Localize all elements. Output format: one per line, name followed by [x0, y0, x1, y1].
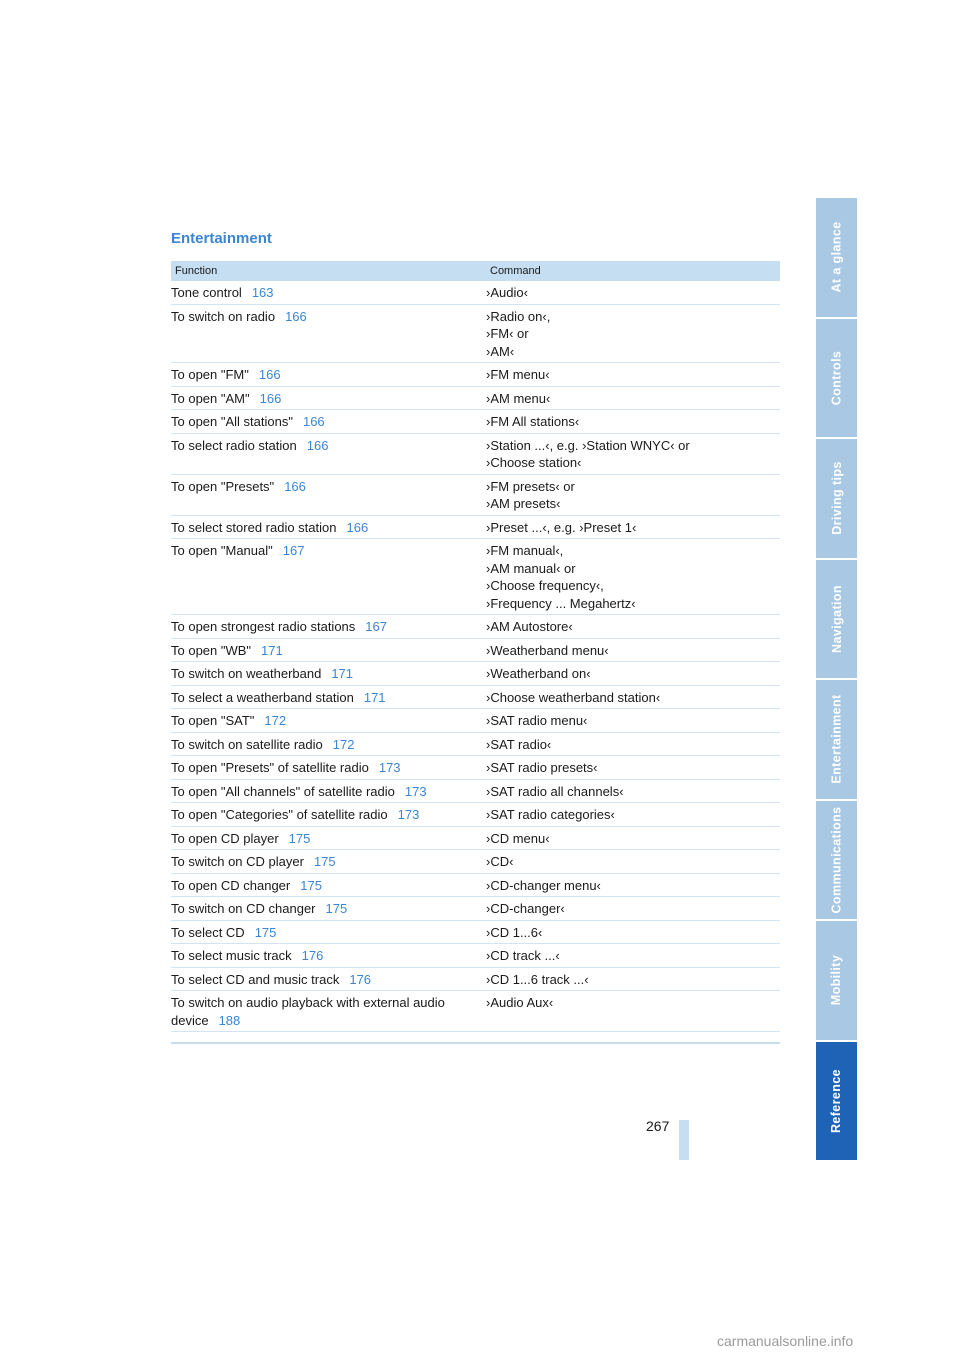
sidebar-tab-driving-tips[interactable] [816, 439, 857, 560]
function-text: To switch on satellite radio [171, 736, 323, 752]
command-text: ›CD 1...6‹ [486, 924, 543, 940]
table-row [171, 516, 780, 540]
table-end-rule [171, 1042, 780, 1044]
table-row [171, 944, 780, 968]
command-cell [486, 759, 780, 777]
function-cell [171, 994, 486, 1029]
command-cell [486, 642, 780, 660]
function-text: To open "FM" [171, 367, 249, 382]
function-cell [171, 736, 486, 754]
page-reference-link[interactable]: 173 [378, 760, 401, 775]
command-text: ›Station ...‹, e.g. ›Station WNYC‹ or [486, 437, 690, 453]
command-cell [486, 413, 780, 431]
command-text: ›AM manual‹ or [486, 560, 576, 576]
page-number: 267 [646, 1118, 670, 1134]
function-text: To open "All stations" [171, 414, 293, 429]
sidebar-tab-label: Mobility [829, 955, 844, 1006]
command-text: ›CD menu‹ [486, 830, 550, 846]
table-row [171, 991, 780, 1032]
command-cell [486, 994, 780, 1029]
function-text: To select stored radio station [171, 519, 337, 535]
section-title: Entertainment [171, 230, 272, 247]
command-cell [486, 519, 780, 537]
sidebar-tab-navigation[interactable] [816, 560, 857, 681]
command-cell [486, 665, 780, 683]
sidebar-tab-entertainment[interactable] [816, 680, 857, 801]
table-row [171, 387, 780, 411]
table-row [171, 803, 780, 827]
command-cell [486, 947, 780, 965]
command-text: ›Weatherband on‹ [486, 666, 591, 681]
function-text: To select music track [171, 948, 292, 963]
page-reference-link[interactable]: 173 [404, 783, 427, 799]
sidebar-tab-label: Driving tips [829, 461, 844, 536]
function-cell [171, 542, 486, 612]
function-text: Tone control [171, 285, 242, 300]
table-row [171, 850, 780, 874]
function-cell [171, 853, 486, 871]
command-text: ›CD‹ [486, 854, 514, 869]
function-text: To open "Presets" of satellite radio [171, 760, 369, 775]
table-row [171, 686, 780, 710]
table-row [171, 827, 780, 851]
command-cell [486, 618, 780, 636]
sidebar-tab-at-a-glance[interactable] [816, 198, 857, 319]
table-row [171, 281, 780, 305]
command-cell [486, 877, 780, 895]
chapter-sidebar [816, 198, 857, 1160]
table-row [171, 363, 780, 387]
command-cell [486, 783, 780, 801]
function-text: To open "SAT" [171, 713, 255, 728]
command-cell [486, 736, 780, 754]
page-reference-link[interactable]: 166 [258, 367, 281, 382]
table-row [171, 410, 780, 434]
command-text: ›Choose frequency‹, [486, 578, 604, 593]
function-cell [171, 947, 486, 965]
command-cell [486, 308, 780, 361]
page-reference-link[interactable]: 172 [264, 713, 287, 728]
function-cell [171, 478, 486, 513]
command-text: ›AM menu‹ [486, 390, 551, 406]
function-cell [171, 390, 486, 408]
table-row [171, 921, 780, 945]
function-text: To switch on audio playback with external audio device [171, 995, 445, 1028]
command-text: ›AM presets‹ [486, 496, 561, 511]
sidebar-tab-mobility[interactable] [816, 921, 857, 1042]
table-row [171, 305, 780, 364]
command-text: ›SAT radio all channels‹ [486, 783, 624, 799]
function-text: To switch on CD player [171, 854, 304, 869]
table-row [171, 639, 780, 663]
page-reference-link[interactable]: 171 [331, 666, 354, 681]
function-text: To open CD changer [171, 877, 291, 893]
table-row [171, 733, 780, 757]
function-text: To open "Presets" [171, 478, 275, 494]
function-text: To select radio station [171, 437, 297, 453]
table-row [171, 615, 780, 639]
command-text: ›SAT radio‹ [486, 736, 552, 752]
page-reference-link[interactable]: 176 [349, 971, 372, 987]
page-reference-link[interactable]: 171 [363, 689, 386, 705]
command-cell [486, 390, 780, 408]
function-cell [171, 924, 486, 942]
header-command: Command [490, 265, 541, 277]
command-text: ›Audio‹ [486, 285, 528, 300]
sidebar-tab-communications[interactable] [816, 801, 857, 922]
page-reference-link[interactable]: 166 [306, 437, 329, 453]
command-text: ›FM manual‹, [486, 543, 564, 558]
page-reference-link[interactable]: 166 [284, 478, 306, 494]
command-text: ›Frequency ... Megahertz‹ [486, 595, 636, 611]
command-cell [486, 478, 780, 513]
command-cell [486, 971, 780, 989]
command-cell [486, 806, 780, 824]
table-header [171, 261, 780, 281]
command-cell [486, 689, 780, 707]
function-text: To open strongest radio stations [171, 619, 356, 634]
page-reference-link[interactable]: 175 [313, 854, 336, 869]
function-text: To open "All channels" of satellite radio [171, 783, 395, 799]
command-cell [486, 900, 780, 918]
page-reference-link[interactable]: 163 [251, 285, 274, 300]
page-reference-link[interactable]: 167 [365, 619, 387, 634]
watermark: carmanualsonline.info [717, 1333, 854, 1349]
function-cell [171, 689, 486, 707]
function-cell [171, 759, 486, 777]
command-text: ›Weatherband menu‹ [486, 642, 609, 658]
page-reference-link[interactable]: 171 [261, 642, 283, 658]
function-cell [171, 308, 486, 361]
sidebar-tab-label: Communications [829, 806, 844, 914]
command-text: ›SAT radio presets‹ [486, 760, 598, 775]
page-reference-link[interactable]: 166 [259, 390, 282, 406]
page-reference-link[interactable]: 175 [325, 901, 348, 916]
command-cell [486, 542, 780, 612]
command-cell [486, 853, 780, 871]
sidebar-tab-label: Entertainment [829, 694, 844, 784]
table-row [171, 897, 780, 921]
command-text: ›Preset ...‹, e.g. ›Preset 1‹ [486, 519, 637, 535]
function-cell [171, 712, 486, 730]
table-body [171, 281, 780, 1032]
command-text: ›FM All stations‹ [486, 414, 580, 429]
function-text: To open CD player [171, 830, 279, 846]
command-cell [486, 284, 780, 302]
function-text: To open "Categories" of satellite radio [171, 807, 388, 822]
command-text: ›Radio on‹, [486, 308, 551, 324]
header-function: Function [175, 265, 218, 277]
command-text: ›Audio Aux‹ [486, 995, 554, 1010]
function-cell [171, 437, 486, 472]
page-reference-link[interactable]: 172 [332, 736, 355, 752]
function-cell [171, 665, 486, 683]
table-row [171, 968, 780, 992]
command-cell [486, 437, 780, 472]
sidebar-tab-label: At a glance [829, 221, 844, 293]
command-text: ›Choose station‹ [486, 455, 582, 470]
function-cell [171, 783, 486, 801]
page-reference-link[interactable]: 173 [397, 807, 420, 822]
function-text: To switch on CD changer [171, 901, 316, 916]
command-text: ›SAT radio menu‹ [486, 713, 588, 728]
function-cell [171, 284, 486, 302]
function-text: To switch on weatherband [171, 666, 322, 681]
command-table [171, 261, 780, 1044]
table-row [171, 434, 780, 475]
sidebar-tab-label: Reference [829, 1068, 844, 1133]
function-cell [171, 366, 486, 384]
page-reference-link[interactable]: 167 [282, 543, 305, 558]
command-cell [486, 924, 780, 942]
page-reference-link[interactable]: 175 [300, 877, 322, 893]
function-cell [171, 519, 486, 537]
function-cell [171, 971, 486, 989]
function-cell [171, 806, 486, 824]
function-cell [171, 900, 486, 918]
function-text: To open "WB" [171, 642, 252, 658]
page-reference-link[interactable]: 176 [301, 948, 324, 963]
sidebar-tab-label: Controls [829, 350, 844, 406]
command-text: ›SAT radio categories‹ [486, 807, 615, 822]
sidebar-tab-reference[interactable] [816, 1042, 857, 1161]
table-row [171, 539, 780, 615]
function-text: To open "Manual" [171, 543, 273, 558]
function-cell [171, 877, 486, 895]
table-row [171, 756, 780, 780]
page-reference-link[interactable]: 166 [346, 519, 369, 535]
function-text: To open "AM" [171, 390, 250, 406]
command-text: ›CD-changer‹ [486, 901, 565, 916]
command-text: ›Choose weatherband station‹ [486, 689, 661, 705]
command-text: ›CD track ...‹ [486, 948, 560, 963]
command-text: ›CD-changer menu‹ [486, 877, 601, 893]
page-reference-link[interactable]: 175 [288, 830, 311, 846]
command-text: ›FM menu‹ [486, 367, 550, 382]
page-reference-link[interactable]: 166 [302, 414, 325, 429]
function-text: To select CD [171, 924, 245, 940]
table-row [171, 662, 780, 686]
function-text: To select a weatherband station [171, 689, 354, 705]
sidebar-tab-label: Navigation [829, 584, 844, 653]
function-cell [171, 413, 486, 431]
page-marker [679, 1120, 689, 1160]
page-reference-link[interactable]: 166 [285, 308, 307, 324]
function-text: To select CD and music track [171, 971, 340, 987]
table-row [171, 475, 780, 516]
table-row [171, 874, 780, 898]
function-cell [171, 830, 486, 848]
command-text: ›CD 1...6 track ...‹ [486, 971, 589, 987]
command-text: ›FM presets‹ or [486, 478, 575, 494]
command-text: ›AM Autostore‹ [486, 619, 573, 634]
command-cell [486, 712, 780, 730]
page-reference-link[interactable]: 188 [218, 1012, 241, 1028]
function-cell [171, 618, 486, 636]
command-text: ›AM‹ [486, 343, 515, 359]
command-cell [486, 366, 780, 384]
table-row [171, 709, 780, 733]
table-row [171, 780, 780, 804]
command-cell [486, 830, 780, 848]
function-cell [171, 642, 486, 660]
page-reference-link[interactable]: 175 [254, 924, 277, 940]
function-text: To switch on radio [171, 308, 276, 324]
sidebar-tab-controls[interactable] [816, 319, 857, 440]
command-text: ›FM‹ or [486, 326, 529, 341]
